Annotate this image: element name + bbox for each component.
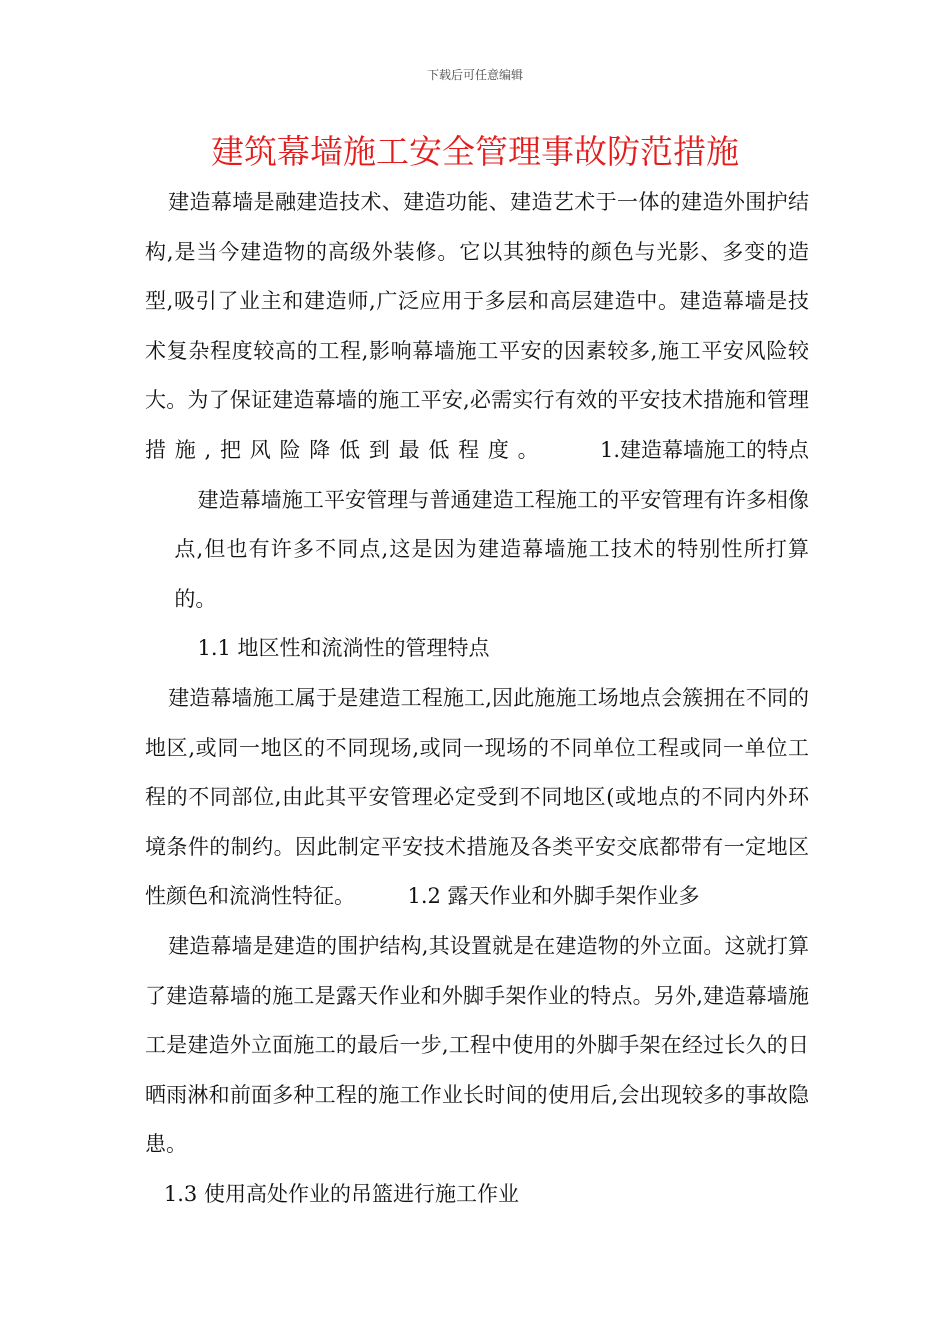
paragraph-1-text-continued: 建造幕墙施工平安管理与普通建造工程施工的平安管理有许多相像点,但也有许多不同点,这是因为建造幕墙施工技术的特别性所打算的。 bbox=[174, 487, 809, 611]
section-heading-1: 1.建造幕墙施工的特点 bbox=[599, 437, 809, 462]
paragraph-3-text: 建造幕墙是建造的围护结构,其设置就是在建造物的外立面。这就打算了建造幕墙的施工是露天作业和外脚手架作业的特点。另外,建造幕墙施工是建造外立面施工的最后一步,工程中使用的外脚手架在经过长久的日晒雨淋和前面多种工程的施工作业长时间的使用后,会出现较多的事故隐患。 bbox=[145, 933, 809, 1157]
section-heading-1-1: 1.1 地区性和流淌性的管理特点 bbox=[197, 636, 490, 661]
header-note: 下载后可任意编辑 bbox=[426, 68, 523, 82]
paragraph-1-text: 建造幕墙是融建造技术、建造功能、建造艺术于一体的建造外围护结构,是当今建造物的高级外装修。它以其独特的颜色与光影、多变的造型,吸引了业主和建造师,广泛应用于多层和高层建造中。建造幕墙是技术复杂程度较高的工程,影响幕墙施工平安的因素较多,施工平安风险较大。为了保证建造幕墙的施工平安,必需实行有效的平安技术措施和管理措施,把风险降低到最低程度。 bbox=[145, 190, 809, 462]
document-title: 建筑幕墙施工安全管理事故防范措施 bbox=[211, 132, 739, 171]
paragraph-3 bbox=[145, 922, 809, 1170]
paragraph-4 bbox=[145, 1170, 809, 1220]
section-heading-1-2: 1.2 露天作业和外脚手架作业多 bbox=[407, 884, 700, 909]
document-body bbox=[145, 178, 809, 1219]
paragraph-2-text: 建造幕墙施工属于是建造工程施工,因此施施工场地点会簇拥在不同的地区,或同一地区的不同现场,或同一现场的不同单位工程或同一单位工程的不同部位,由此其平安管理必定受到不同地区(或地点的不同内外环境条件的制约。因此制定平安技术措施及各类平安交底都带有一定地区性颜色和流淌性特征。 bbox=[145, 685, 809, 909]
section-heading-1-3: 1.3 使用高处作业的吊篮进行施工作业 bbox=[163, 1181, 519, 1206]
paragraph-2 bbox=[145, 674, 809, 922]
paragraph-1 bbox=[145, 178, 809, 674]
